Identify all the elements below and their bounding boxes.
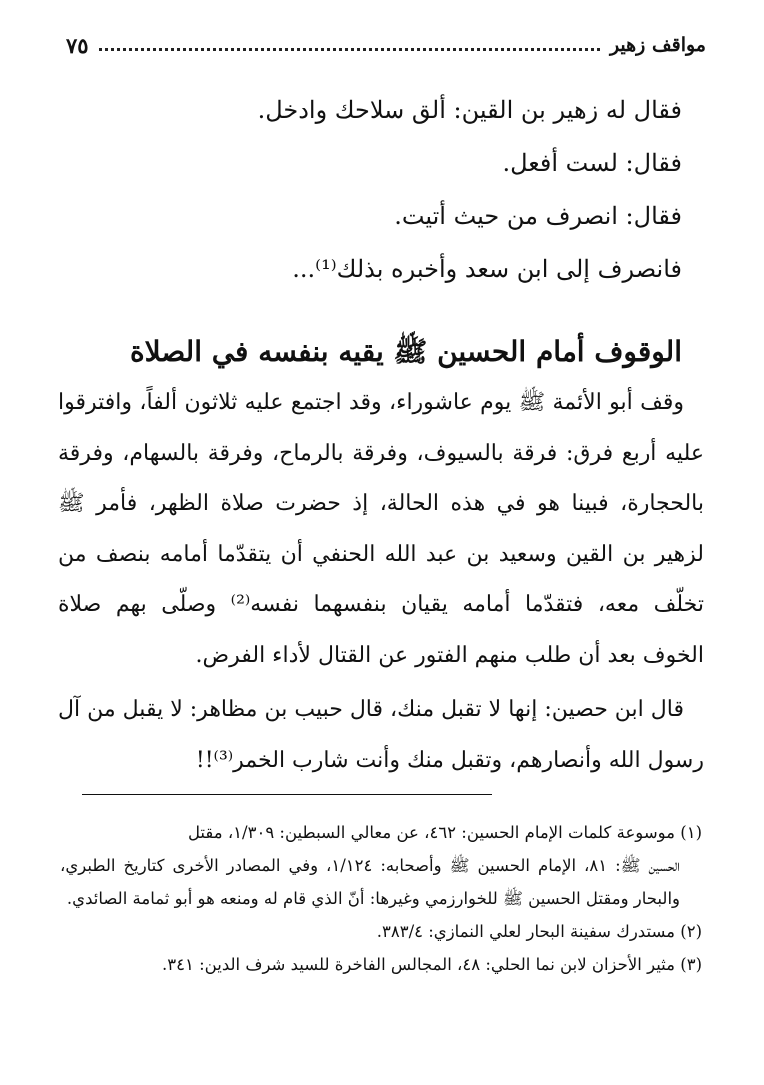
dialog-line: فقال: انصرف من حيث أتيت. <box>394 202 682 230</box>
footnote-2: (٢) مستدرك سفينة البحار لعلي النمازي: ٣٨٣/٤. <box>376 922 702 941</box>
running-head <box>66 28 706 62</box>
footnotes <box>60 816 702 981</box>
footnote-1-continuation: الحسين ﷺ: ٨١، الإمام الحسين ﷺ وأصحابه: ١/١٢٤، وفي المصادر الأخرى كتاريخ الطبري، والبحار ومقتل الحسين ﷺ للخوارزمي وغيرها: أنّ الذي قام له ومنعه هو أبو ثمامة الصائدي. <box>60 856 680 908</box>
body-text <box>58 378 704 786</box>
dialog-block <box>122 84 682 296</box>
dialog-line: فقال له زهير بن القين: ألق سلاحك وادخل. <box>257 96 682 124</box>
footnote-1-first-line: (١) موسوعة كلمات الإمام الحسين: ٤٦٢، عن معالي السبطين: ١/٣٠٩، مقتل <box>187 823 702 842</box>
running-head-title: مواقف زهير <box>609 34 706 56</box>
page-number: ٧٥ <box>66 32 89 58</box>
dialog-line: فانصرف إلى ابن سعد وأخبره بذلك⁽¹⁾... <box>292 255 682 283</box>
paragraph: وقف أبو الأئمة ﷺ يوم عاشوراء، وقد اجتمع عليه ثلاثون ألفاً، وافترقوا عليه أربع فرق: فرقة بالسيوف، وفرقة بالرماح، وفرقة بالسهام، وفرقة بالحجارة، فبينا هو في هذه الحالة، إذ حضرت صلاة الظهر، فأمر ﷺ لزهير بن القين وسعيد بن عبد الله الحنفي أن يتقدّما أمامه بنصف من تخلّف معه، فتقدّما أمامه يقيان بنفسهما نفسه⁽²⁾ وصلّى بهم صلاة الخوف بعد أن طلب منهم الفتور عن القتال لأداء الفرض. <box>58 390 704 668</box>
footnote-3: (٣) مثير الأحزان لابن نما الحلي: ٤٨، المجالس الفاخرة للسيد شرف الدين: ٣٤١. <box>162 955 702 974</box>
paragraph: قال ابن حصين: إنها لا تقبل منك، قال حبيب بن مظاهر: لا يقبل من آل رسول الله وأنصارهم، وتقبل منك وأنت شارب الخمر⁽³⁾!! <box>58 697 704 773</box>
footnote-separator <box>82 794 492 795</box>
dialog-line: فقال: لست أفعل. <box>502 149 682 177</box>
leader-dots <box>99 47 600 51</box>
section-heading: الوقوف أمام الحسين ﷺ يقيه بنفسه في الصلاة <box>130 335 682 368</box>
